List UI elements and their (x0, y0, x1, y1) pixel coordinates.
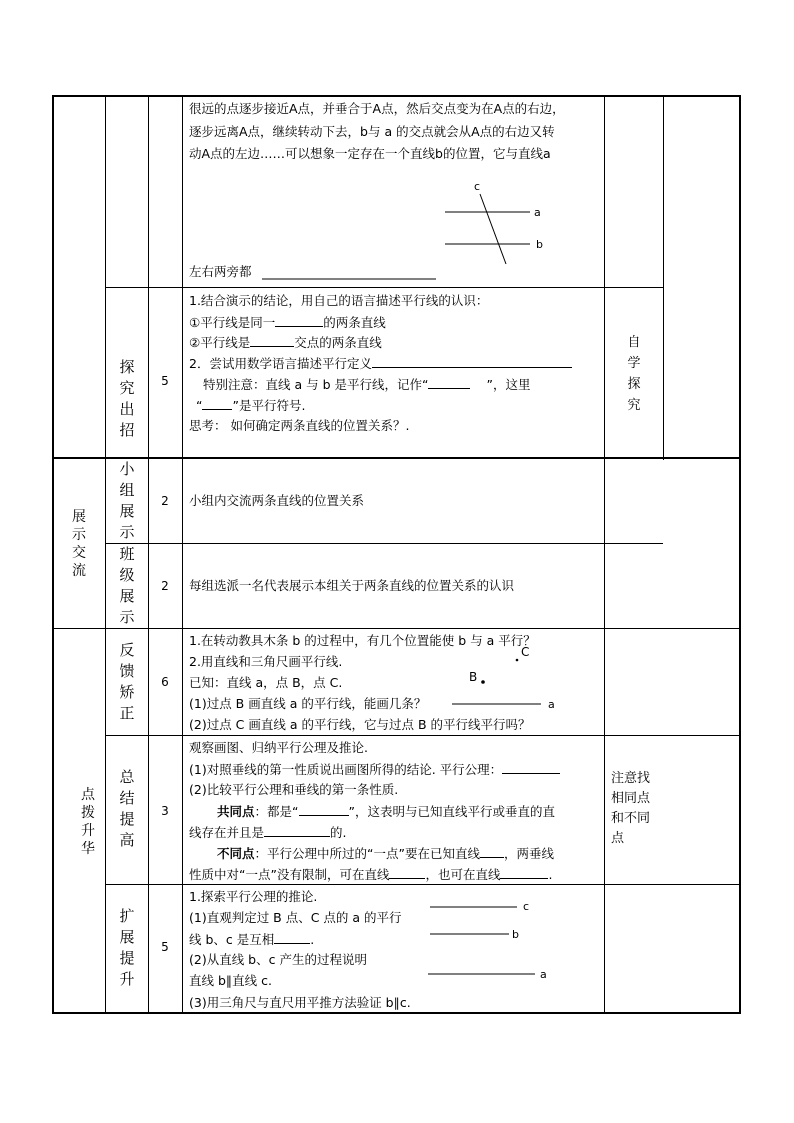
minutes-xiaozu: 2 (161, 494, 169, 508)
zongjie-line-6 (217, 845, 554, 862)
fankui-line-2: 2.用直线和三角尺画平行线. (189, 654, 343, 669)
minutes-zongjie: 3 (161, 804, 169, 818)
stage-banji: 班级展示 (119, 545, 135, 626)
kuozhan-line-4: (2)从直线 b、c 产生的过程说明 (189, 952, 367, 967)
note-tanjiu: 自学探究 (627, 335, 641, 413)
tanjiu-line-3a: ②平行线是 (189, 335, 251, 350)
kuozhan-blank-1[interactable] (274, 931, 310, 944)
zongjie-blank-6[interactable] (500, 866, 548, 879)
fig1-label-a: a (534, 206, 541, 219)
tanjiu-line-2b: 的两条直线 (323, 315, 386, 330)
tanjiu-line-6a: “ (196, 398, 203, 413)
note-zongjie: 注意找相同点和不同点 (611, 771, 651, 846)
zongjie-line-5 (189, 824, 347, 841)
fig1-label-c: c (474, 180, 481, 193)
tanjiu-line-5b: ”，这里 (486, 377, 531, 392)
tanjiu-line-6b: ”是平行符号. (232, 398, 306, 413)
tanjiu-blank-4[interactable] (428, 376, 470, 389)
zongjie-line-7 (189, 866, 552, 883)
zongjie-line-5a: 线存在并且是 (189, 825, 265, 840)
xiaozu-text: 小组内交流两条直线的位置关系 (189, 493, 365, 508)
point-b-dot (481, 680, 485, 684)
tanjiu-line-3 (189, 334, 382, 351)
zongjie-line-6b: ：平行公理中所过的“一点”要在已知直线 (254, 846, 480, 861)
tanjiu-line-7: 思考： 如何确定两条直线的位置关系？. (189, 418, 410, 433)
zongjie-line-4c: ”，这表明与已知直线平行或垂直的直 (348, 804, 555, 819)
zongjie-line-4 (217, 803, 555, 820)
zongjie-line-6c: ，两垂线 (503, 846, 554, 861)
zongjie-line-2 (189, 761, 560, 778)
zongjie-line-4b: ：都是“ (254, 804, 299, 819)
fankui-line-1: 1.在转动教具木条 b 的过程中，有几个位置能使 b 与 a 平行？ (189, 633, 536, 648)
kuozhan-line-5: 直线 b∥直线 c. (189, 973, 272, 988)
stage-xiaozu: 小组展示 (119, 460, 135, 541)
zongjie-blank-1[interactable] (502, 761, 560, 774)
fankui-label-a: a (548, 698, 555, 711)
tanjiu-blank-2[interactable] (250, 334, 294, 347)
tanjiu-blank-5[interactable] (202, 397, 232, 410)
fig1-line-c (480, 194, 506, 264)
continuation-line-1: 很远的点逐步接近A点，并垂合于A点，然后交点变为在A点的右边， (189, 101, 565, 116)
tanjiu-blank-3[interactable] (372, 355, 572, 368)
minutes-kuozhan: 5 (161, 940, 169, 954)
tanjiu-line-4 (189, 355, 572, 372)
fankui-point-c: C (521, 645, 530, 659)
zongjie-blank-2[interactable] (299, 803, 349, 816)
zongjie-blank-5[interactable] (389, 866, 425, 879)
kuozhan-label-a: a (540, 968, 547, 981)
continuation-line-2: 逐步远离A点，继续转动下去，b与 a 的交点就会从A点的右边又转 (189, 124, 555, 139)
kuozhan-line-3 (189, 931, 314, 948)
fankui-line-3: 已知：直线 a，点 B，点 C. (189, 675, 343, 690)
tanjiu-line-2 (189, 314, 386, 331)
zongjie-line-3: (2)比较平行公理和垂线的第一条性质. (189, 782, 399, 797)
stage-zongjie: 总结提高 (119, 768, 135, 849)
kuozhan-label-b: b (512, 928, 519, 941)
zongjie-line-4a: 共同点 (217, 804, 255, 819)
kuozhan-line-6: (3)用三角尺与直尺用平推方法验证 b∥c. (189, 995, 411, 1010)
tanjiu-line-4-text: 2．尝试用数学语言描述平行定义 (189, 356, 372, 371)
zongjie-line-7b: ，也可在直线 (425, 867, 501, 882)
fig1-label-b: b (536, 238, 543, 251)
kuozhan-line-3b: . (310, 932, 315, 947)
stage-fankui: 反馈矫正 (119, 641, 135, 722)
section-zhanshi: 展示交流 (72, 509, 86, 579)
banji-text: 每组选派一名代表展示本组关于两条直线的位置关系的认识 (189, 578, 515, 593)
zongjie-blank-3[interactable] (264, 824, 330, 837)
fankui-line-5: (2)过点 C 画直线 a 的平行线，它与过点 B 的平行线平行吗？ (189, 717, 531, 732)
fankui-point-b: B (469, 670, 478, 684)
continuation-ending: 左右两旁都 (189, 264, 252, 279)
minutes-banji: 2 (161, 579, 169, 593)
zongjie-blank-4[interactable] (480, 845, 504, 858)
tanjiu-line-3b: 交点的两条直线 (294, 335, 382, 350)
zongjie-line-7c: . (548, 867, 553, 882)
minutes-tanjiu: 5 (161, 374, 169, 388)
stage-tanjiu: 探究出招 (119, 358, 135, 439)
tanjiu-line-5 (203, 376, 530, 393)
zongjie-line-7a: 性质中对“一点”没有限制，可在直线 (189, 867, 390, 882)
continuation-line-3: 动A点的左边……可以想象一定存在一个直线b的位置，它与直线a (189, 146, 551, 161)
point-c-dot (516, 659, 519, 662)
zongjie-line-1: 观察画图、归纳平行公理及推论. (189, 740, 368, 755)
minutes-fankui: 6 (161, 675, 169, 689)
zongjie-line-6a: 不同点 (217, 846, 255, 861)
kuozhan-line-3a: 线 b、c 是互相 (189, 932, 275, 947)
tanjiu-line-5a: 特别注意：直线 a 与 b 是平行线，记作“ (203, 377, 429, 392)
zongjie-line-5b: 的. (330, 825, 347, 840)
kuozhan-label-c: c (523, 900, 530, 913)
section-dianbo: 点拨升华 (81, 787, 95, 857)
stage-kuozhan: 扩展提升 (119, 907, 135, 988)
tanjiu-blank-1[interactable] (275, 314, 323, 327)
tanjiu-line-6 (196, 397, 305, 414)
kuozhan-line-1: 1.探索平行公理的推论. (189, 889, 318, 904)
tanjiu-line-2a: ①平行线是同一 (189, 315, 276, 330)
tanjiu-line-1: 1.结合演示的结论，用自己的语言描述平行线的认识： (189, 293, 489, 308)
zongjie-line-2-text: (1)对照垂线的第一性质说出画图所得的结论. 平行公理： (189, 762, 503, 777)
fankui-line-4: (1)过点 B 画直线 a 的平行线，能画几条？ (189, 696, 427, 711)
kuozhan-line-2: (1)直观判定过 B 点、C 点的 a 的平行 (189, 910, 402, 925)
